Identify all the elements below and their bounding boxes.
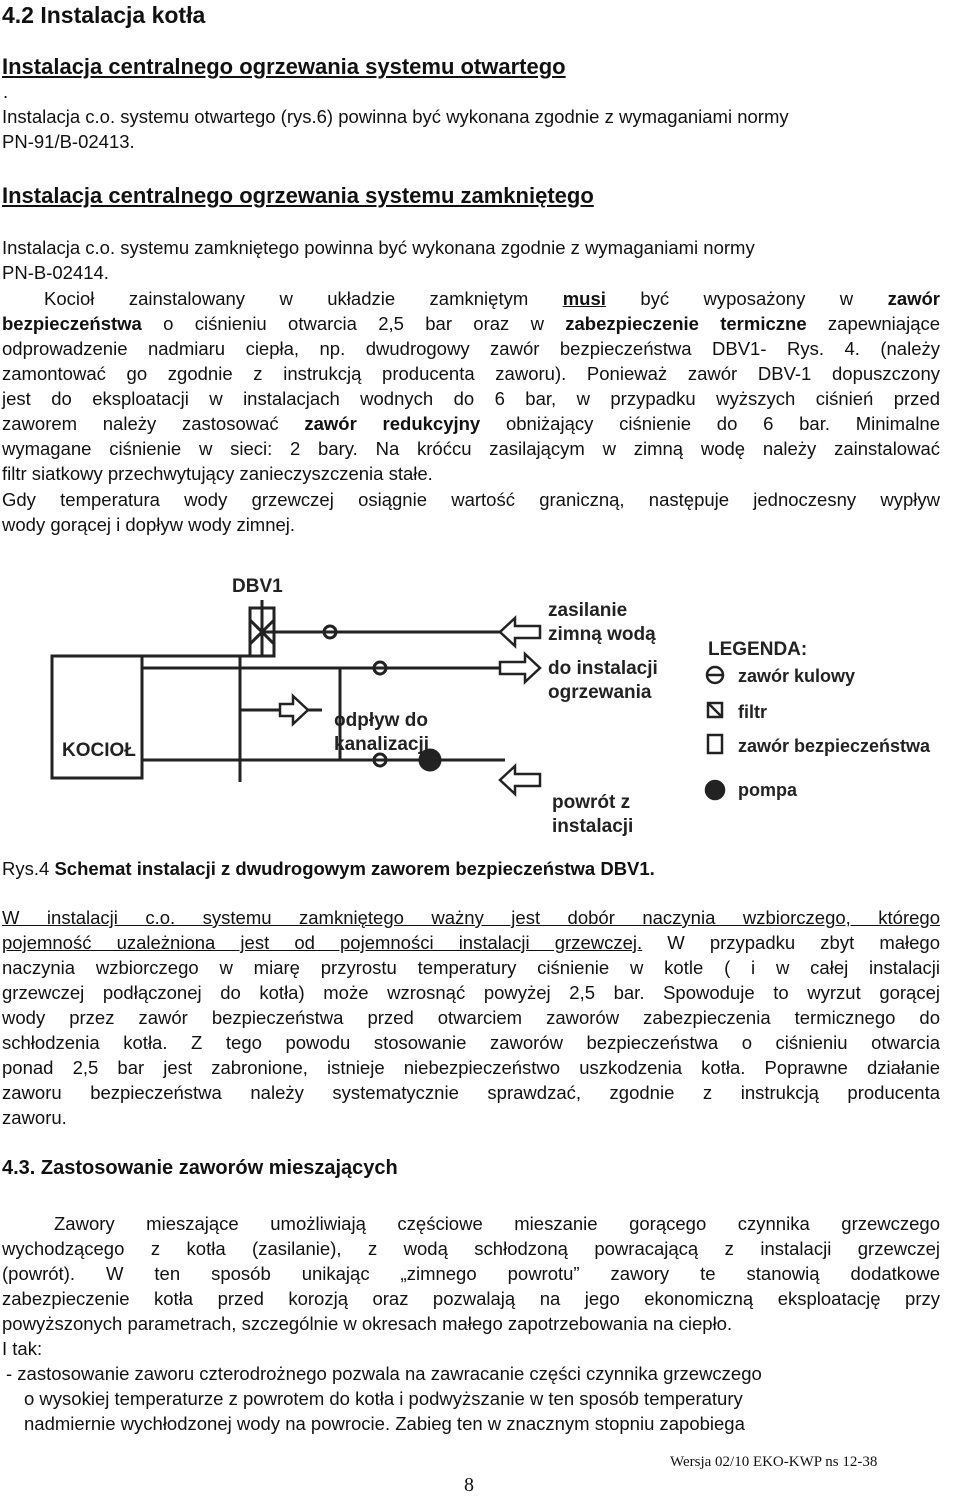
mixing-heading: 4.3. Zastosowanie zaworów mieszających: [2, 1157, 398, 1179]
legend-pump: pompa: [738, 780, 798, 800]
paragraph-line: pojemność uzależniona jest od pojemności instalacji grzewczej. W przypadku zbyt małego: [2, 932, 940, 953]
closed-system-line: Instalacja c.o. systemu zamkniętego powinna być wykonana zgodnie z wymaganiami normy: [2, 237, 755, 258]
safety-valve-icon: [708, 735, 722, 753]
paragraph-line: odprowadzenie nadmiaru ciepła, np. dwudrogowy zawór bezpieczeństwa DBV1- Rys. 4. (należy: [2, 338, 940, 359]
emphasis-musi: musi: [562, 288, 606, 309]
arrow-left-icon: [500, 618, 540, 646]
arrow-left-icon: [500, 766, 540, 794]
legend-safety-valve: zawór bezpieczeństwa: [738, 736, 931, 756]
return-label-1: powrót z: [552, 792, 631, 813]
paragraph-line: zabezpieczenie kotła przed korozją oraz pozwalają na jego ekonomiczną eksploatację przy: [2, 1288, 940, 1309]
arrow-right-icon: [280, 696, 308, 724]
open-system-dot: .: [3, 81, 9, 102]
list-item: - zastosowanie zaworu czterodrożnego pozwala na zawracanie części czynnika grzewczego: [6, 1363, 762, 1384]
paragraph-line: jest do eksploatacji w instalacjach wodnych do 6 bar, w przypadku wyższych ciśnień przed: [2, 388, 940, 409]
paragraph-line: Kocioł zainstalowany w układzie zamkniętym musi być wyposażony w zawór: [44, 288, 941, 309]
paragraph-line: zaworu bezpieczeństwa należy systematycznie sprawdzać, zgodnie z instrukcją producenta: [2, 1082, 940, 1103]
paragraph-line: filtr siatkowy przechwytujący zanieczyszczenia stałe.: [2, 463, 433, 484]
heating-label-2: ogrzewania: [548, 682, 652, 703]
open-system-norm: PN-91/B-02413.: [2, 131, 135, 152]
paragraph-line: I tak:: [2, 1338, 43, 1359]
paragraph-line: wody przez zawór bezpieczeństwa przed otwarciem zaworów zabezpieczenia termicznego do: [2, 1007, 940, 1028]
return-label-2: instalacji: [552, 816, 634, 837]
open-system-line: Instalacja c.o. systemu otwartego (rys.6) powinna być wykonana zgodnie z wymaganiami normy: [2, 106, 789, 127]
page-number: 8: [464, 1474, 474, 1496]
paragraph-line: Zawory mieszające umożliwiają częściowe mieszanie gorącego czynnika grzewczego: [54, 1213, 940, 1234]
paragraph-line: Gdy temperatura wody grzewczej osiągnie wartość graniczną, następuje jednoczesny wypływ: [2, 489, 940, 510]
drain-label-1: odpływ do: [334, 710, 428, 731]
list-item-cont: o wysokiej temperaturze z powrotem do kotła i podwyższanie w ten sposób temperatury: [24, 1388, 743, 1409]
paragraph-line: wody gorącej i dopływ wody zimnej.: [2, 514, 296, 535]
open-system-heading: Instalacja centralnego ogrzewania systemu otwartego: [2, 54, 566, 79]
paragraph-line: zamontować go zgodnie z instrukcją producenta zaworu). Ponieważ zawór DBV-1 dopuszczony: [2, 363, 940, 384]
paragraph-line: zaworu.: [2, 1107, 67, 1128]
legend-ball-valve: zawór kulowy: [738, 666, 856, 686]
footer-version: Wersja 02/10 EKO-KWP ns 12-38: [670, 1454, 878, 1470]
arrow-right-icon: [500, 654, 540, 682]
paragraph-line: wychodzącego z kotła (zasilanie), z wodą schłodzoną powracającą z instalacji grzewczej: [2, 1238, 940, 1259]
pump-icon: [706, 781, 724, 799]
figure-caption: Rys.4 Schemat instalacji z dwudrogowym zaworem bezpieczeństwa DBV1.: [2, 858, 655, 879]
dbv-label: DBV1: [232, 576, 283, 597]
paragraph-line: (powrót). W ten sposób unikając „zimnego powrotu” zawory te stanowią dodatkowe: [2, 1263, 940, 1284]
paragraph-line: naczynia wzbiorczego w miarę przyrostu temperatury ciśnienie w kotle ( i w całej instalacji: [2, 957, 940, 978]
closed-system-norm: PN-B-02414.: [2, 262, 109, 283]
paragraph-line: grzewczej podłączonej do kotła) może wzrosnąć powyżej 2,5 bar. Spowoduje to wyrzut gorącej: [2, 982, 940, 1003]
paragraph-line: ponad 2,5 bar jest zabronione, istnieje niebezpieczeństwo uszkodzenia kotła. Poprawne działanie: [2, 1057, 940, 1078]
paragraph-line: zaworem należy zastosować zawór redukcyjny obniżający ciśnienie do 6 bar. Minimalne: [2, 413, 941, 434]
paragraph-line: schłodzenia kotła. Z tego powodu stosowanie zaworów bezpieczeństwa o ciśnieniu otwarcia: [2, 1032, 940, 1053]
closed-system-heading: Instalacja centralnego ogrzewania systemu zamkniętego: [2, 183, 594, 208]
heating-label-1: do instalacji: [548, 658, 658, 679]
paragraph-line: bezpieczeństwa o ciśnieniu otwarcia 2,5 bar oraz w zabezpieczenie termiczne zapewniające: [2, 313, 941, 334]
list-item-cont: nadmiernie wychłodzonej wody na powrocie. Zabieg ten w znacznym stopniu zapobiega: [24, 1413, 745, 1434]
paragraph-line: W instalacji c.o. systemu zamkniętego ważny jest dobór naczynia wzbiorczego, którego: [2, 907, 940, 928]
supply-label-2: zimną wodą: [548, 624, 656, 645]
legend-filter: filtr: [738, 702, 767, 722]
legend-title: LEGENDA:: [708, 639, 808, 660]
paragraph-line: powyższonych parametrach, szczególnie w okresach małego zapotrzebowania na ciepło.: [2, 1313, 733, 1334]
supply-label-1: zasilanie: [548, 600, 628, 621]
paragraph-line: wymagane ciśnienie w sieci: 2 bary. Na króćcu zasilającym w zimną wodę należy zainstalować: [2, 438, 940, 459]
drain-label-2: kanalizacji: [334, 734, 430, 755]
installation-schematic: [0, 560, 960, 845]
boiler-label: KOCIOŁ: [62, 740, 136, 761]
section-title: 4.2 Instalacja kotła: [2, 2, 206, 28]
